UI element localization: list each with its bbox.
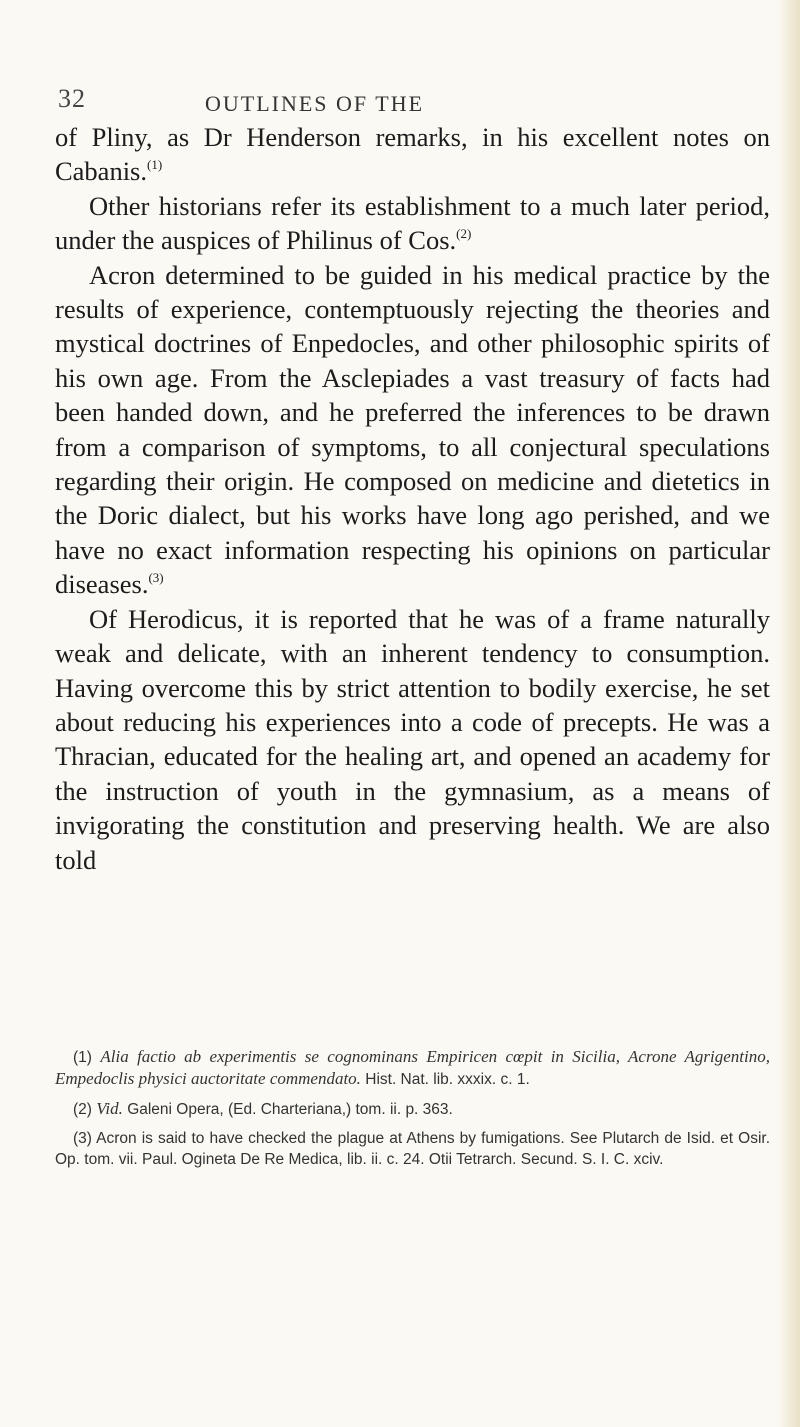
paragraph — [55, 189, 770, 258]
paragraph-text: Of Herodicus, it is reported that he was of a frame naturally weak and delicate, with an inherent tendency to consumption. Having overcome this by strict attention to bodily exercise, he set about reducing his experiences into a code of precepts. He was a Thracian, educated for the healing art, and opened an academy for the instruction of youth in the gymnasium, as a means of invigorating the constitution and preserving health. We are also told — [55, 603, 770, 875]
footnote-reference: (2) — [456, 226, 472, 242]
footnote-reference: (3) — [148, 570, 164, 586]
footnote-mark: (3) — [73, 1130, 92, 1147]
footnote-text: Acron is said to have checked the plague at Athens by fumigations. See Plutarch de Isid. et Osir. Op. tom. vii. Paul. Ogineta De Re Medica, lib. ii. c. 24. Otii Tetrarch. Secund. S. I. C. xciv. — [55, 1130, 770, 1168]
paragraph — [55, 258, 770, 602]
footnote-reference: (1) — [147, 157, 163, 173]
footnote-citation: Galeni Opera, (Ed. Charteriana,) tom. ii. p. 363. — [127, 1101, 453, 1118]
footnotes — [55, 1046, 770, 1178]
footnote-quote: Alia factio ab experimentis se cognominans Empiricen cœpit in Sicilia, Acrone Agrigentino, Empedoclis physici auctoritate commendato. — [55, 1047, 771, 1088]
page-edge-shadow — [778, 0, 800, 1427]
footnote — [55, 1098, 770, 1120]
paragraph-continuation — [55, 120, 770, 189]
footnote-citation: Hist. Nat. lib. xxxix. c. 1. — [365, 1071, 530, 1088]
paragraph-text: Other historians refer its establishment to a much later period, under the auspices of Philinus of Cos. — [55, 190, 770, 256]
footnote-mark: (1) — [73, 1049, 92, 1066]
footnote-quote: Vid. — [96, 1099, 123, 1118]
page-number: 32 — [58, 84, 86, 113]
footnote — [55, 1128, 770, 1170]
paragraph-text: of Pliny, as Dr Henderson remarks, in his excellent notes on Cabanis. — [55, 122, 770, 187]
paragraph — [55, 602, 770, 877]
footnote-mark: (2) — [73, 1101, 92, 1118]
running-head: OUTLINES OF THE — [205, 91, 425, 116]
body-text — [55, 120, 770, 877]
paragraph-text: Acron determined to be guided in his medical practice by the results of experience, contemptuously rejecting the theories and mystical doctrines of Enpedocles, and other philosophic spirits of his own age. From the Asclepiades a vast treasury of facts had been handed down, and he preferred the inferences to be drawn from a comparison of symptoms, to all conjectural speculations regarding their origin. He composed on medicine and dietetics in the Doric dialect, but his works have long ago perished, and we have no exact information respecting his opinions on particular diseases. — [55, 259, 770, 600]
footnote — [55, 1046, 770, 1090]
